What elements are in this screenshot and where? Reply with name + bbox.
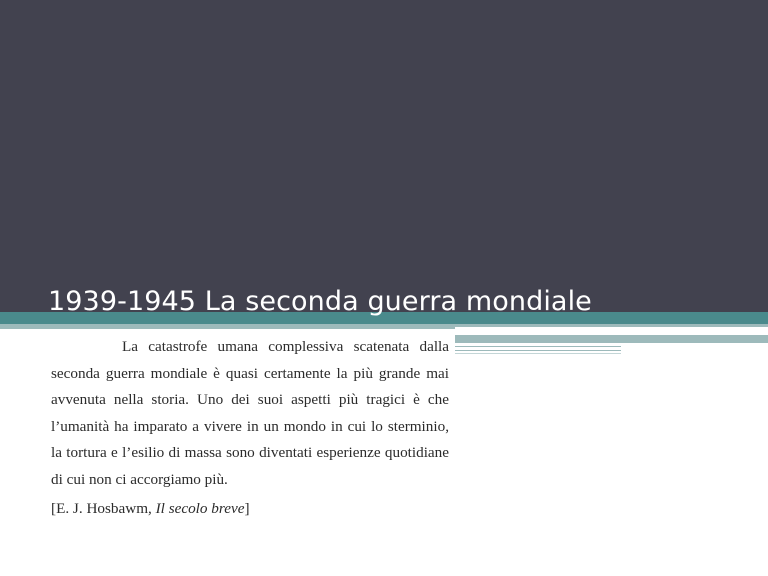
citation-open-bracket: [ — [51, 500, 57, 517]
accent-stripe-light-right — [455, 324, 768, 327]
accent-stripe-white-line — [455, 329, 710, 331]
quote-text: La catastrofe umana complessiva scatenata dalla seconda guerra mondiale è quasi certamente la più grande mai avvenuta nella storia. Uno dei suoi aspetti più tragici è che l’umanità ha imparato a vivere in un mondo in cui lo sterminio, la tortura e l’esilio di massa sono diventati esperienze quotidiane di cui non ci accorgiamo più. — [51, 338, 449, 488]
accent-stripe-thin-2 — [455, 350, 621, 351]
accent-stripe-thin-1 — [455, 346, 621, 347]
citation-work-title: Il secolo breve — [155, 500, 245, 517]
citation-author: E. J. Hosbawm, — [56, 500, 156, 517]
accent-stripe-thin-3 — [455, 353, 621, 354]
slide-title: 1939-1945 La seconda guerra mondiale — [48, 286, 592, 317]
citation — [51, 500, 250, 518]
accent-stripe-light-left — [0, 324, 455, 329]
accent-stripe-band — [455, 335, 768, 343]
citation-close-bracket: ] — [244, 500, 250, 517]
